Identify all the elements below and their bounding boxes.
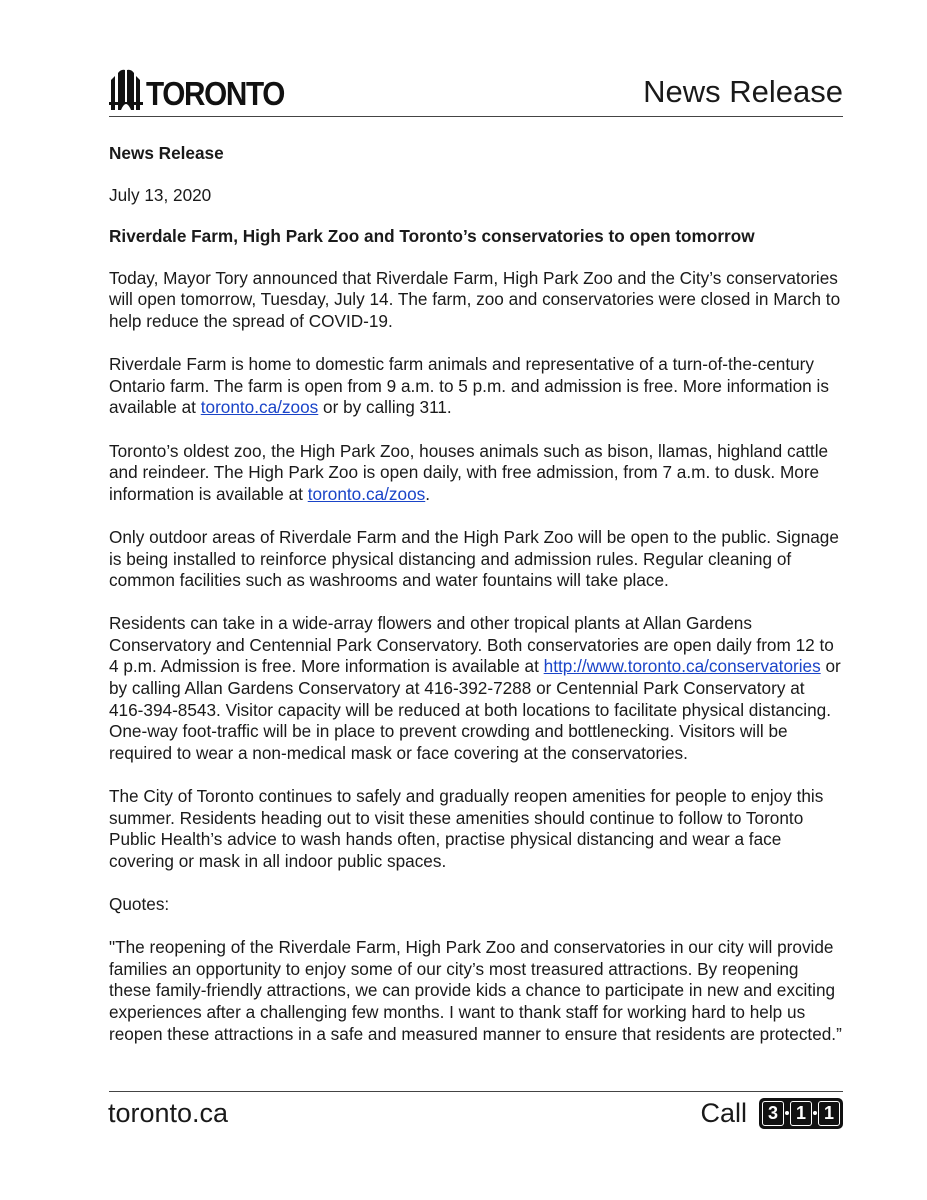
header-title: News Release	[643, 74, 843, 109]
zoos-link[interactable]: toronto.ca/zoos	[307, 483, 426, 504]
paragraph-text: or by calling 311.	[318, 397, 452, 418]
footer-website: toronto.ca	[108, 1098, 229, 1128]
page-header	[109, 58, 843, 116]
mayor-quote: "The reopening of the Riverdale Farm, High Park Zoo and conservatories in our city will provide families an opportunity to enjoy some of our city’s most treasured attractions. By reopening these family-friendly attractions, we can provide kids a chance to participate in new and exciting experiences after a challenging few months. I want to thank staff for working hard to help us reopen these attractions in a safe and measured manner to ensure that residents are protected.”	[109, 937, 842, 1044]
paragraph-text: .	[425, 483, 431, 504]
article-body	[109, 143, 843, 1067]
quotes-label: Quotes:	[109, 894, 170, 914]
dot-separator	[785, 1111, 789, 1115]
header-divider	[109, 116, 843, 117]
call-311-badge	[700, 1097, 843, 1129]
digit: 3	[762, 1101, 784, 1126]
phone-digits	[759, 1098, 843, 1129]
paragraph-high-park-zoo	[109, 441, 843, 506]
digit: 1	[790, 1101, 812, 1126]
digit: 1	[818, 1101, 840, 1126]
release-kicker: News Release	[109, 143, 224, 163]
paragraph-text: Riverdale Farm is home to domestic farm animals and representative of a turn-of-the-century Ontario farm. The farm is open from 9 a.m. to 5 p.m. and admission is free. More information is available at	[109, 354, 829, 418]
footer-divider	[109, 1091, 843, 1092]
paragraph-announcement: Today, Mayor Tory announced that Riverdale Farm, High Park Zoo and the City’s conservatories will open tomorrow, Tuesday, July 14. The farm, zoo and conservatories were closed in March to help reduce the spread of COVID-19.	[109, 267, 841, 331]
paragraph-conservatories	[109, 613, 843, 764]
zoos-link[interactable]: toronto.ca/zoos	[200, 397, 319, 418]
logo-wordmark: TORONTO	[146, 75, 284, 112]
city-logo	[109, 66, 299, 110]
paragraph-text: or by calling Allan Gardens Conservatory at 416-392-7288 or Centennial Park Conservatory at 416-394-8543. Visitor capacity will be reduced at both locations to facilitate physical distancing. One-way foot-traffic will be in place to prevent crowding and bottlenecking. Visitors will be required to wear a non-medical mask or face covering at the conservatories.	[109, 656, 841, 763]
release-date: July 13, 2020	[109, 184, 212, 205]
release-headline: Riverdale Farm, High Park Zoo and Toronto’s conservatories to open tomorrow	[109, 226, 755, 247]
paragraph-text: Toronto’s oldest zoo, the High Park Zoo, houses animals such as bison, llamas, highland cattle and reindeer. The High Park Zoo is open daily, with free admission, from 7 a.m. to dusk. More information is available at	[109, 440, 829, 504]
paragraph-riverdale-farm	[109, 354, 843, 419]
city-hall-icon	[109, 68, 143, 110]
paragraph-text: Residents can take in a wide-array flowers and other tropical plants at Allan Gardens Conservatory and Centennial Park Conservatory. Both conservatories are open daily from 12 to 4 p.m. Admission is free. More information is available at	[109, 613, 834, 677]
paragraph-reopening: The City of Toronto continues to safely and gradually reopen amenities for people to enjoy this summer. Residents heading out to visit these amenities should continue to follow to Toronto Public Health’s advice to wash hands often, practise physical distancing and wear a face covering or mask in all indoor public spaces.	[109, 786, 824, 871]
dot-separator	[813, 1111, 817, 1115]
paragraph-outdoor-areas: Only outdoor areas of Riverdale Farm and the High Park Zoo will be open to the public. Signage is being installed to reinforce physical distancing and admission rules. Regular cleaning of common facilities such as washrooms and water fountains will take place.	[109, 526, 839, 591]
conservatories-link[interactable]: http://www.toronto.ca/conservatories	[543, 656, 821, 677]
call-label: Call	[700, 1098, 747, 1128]
